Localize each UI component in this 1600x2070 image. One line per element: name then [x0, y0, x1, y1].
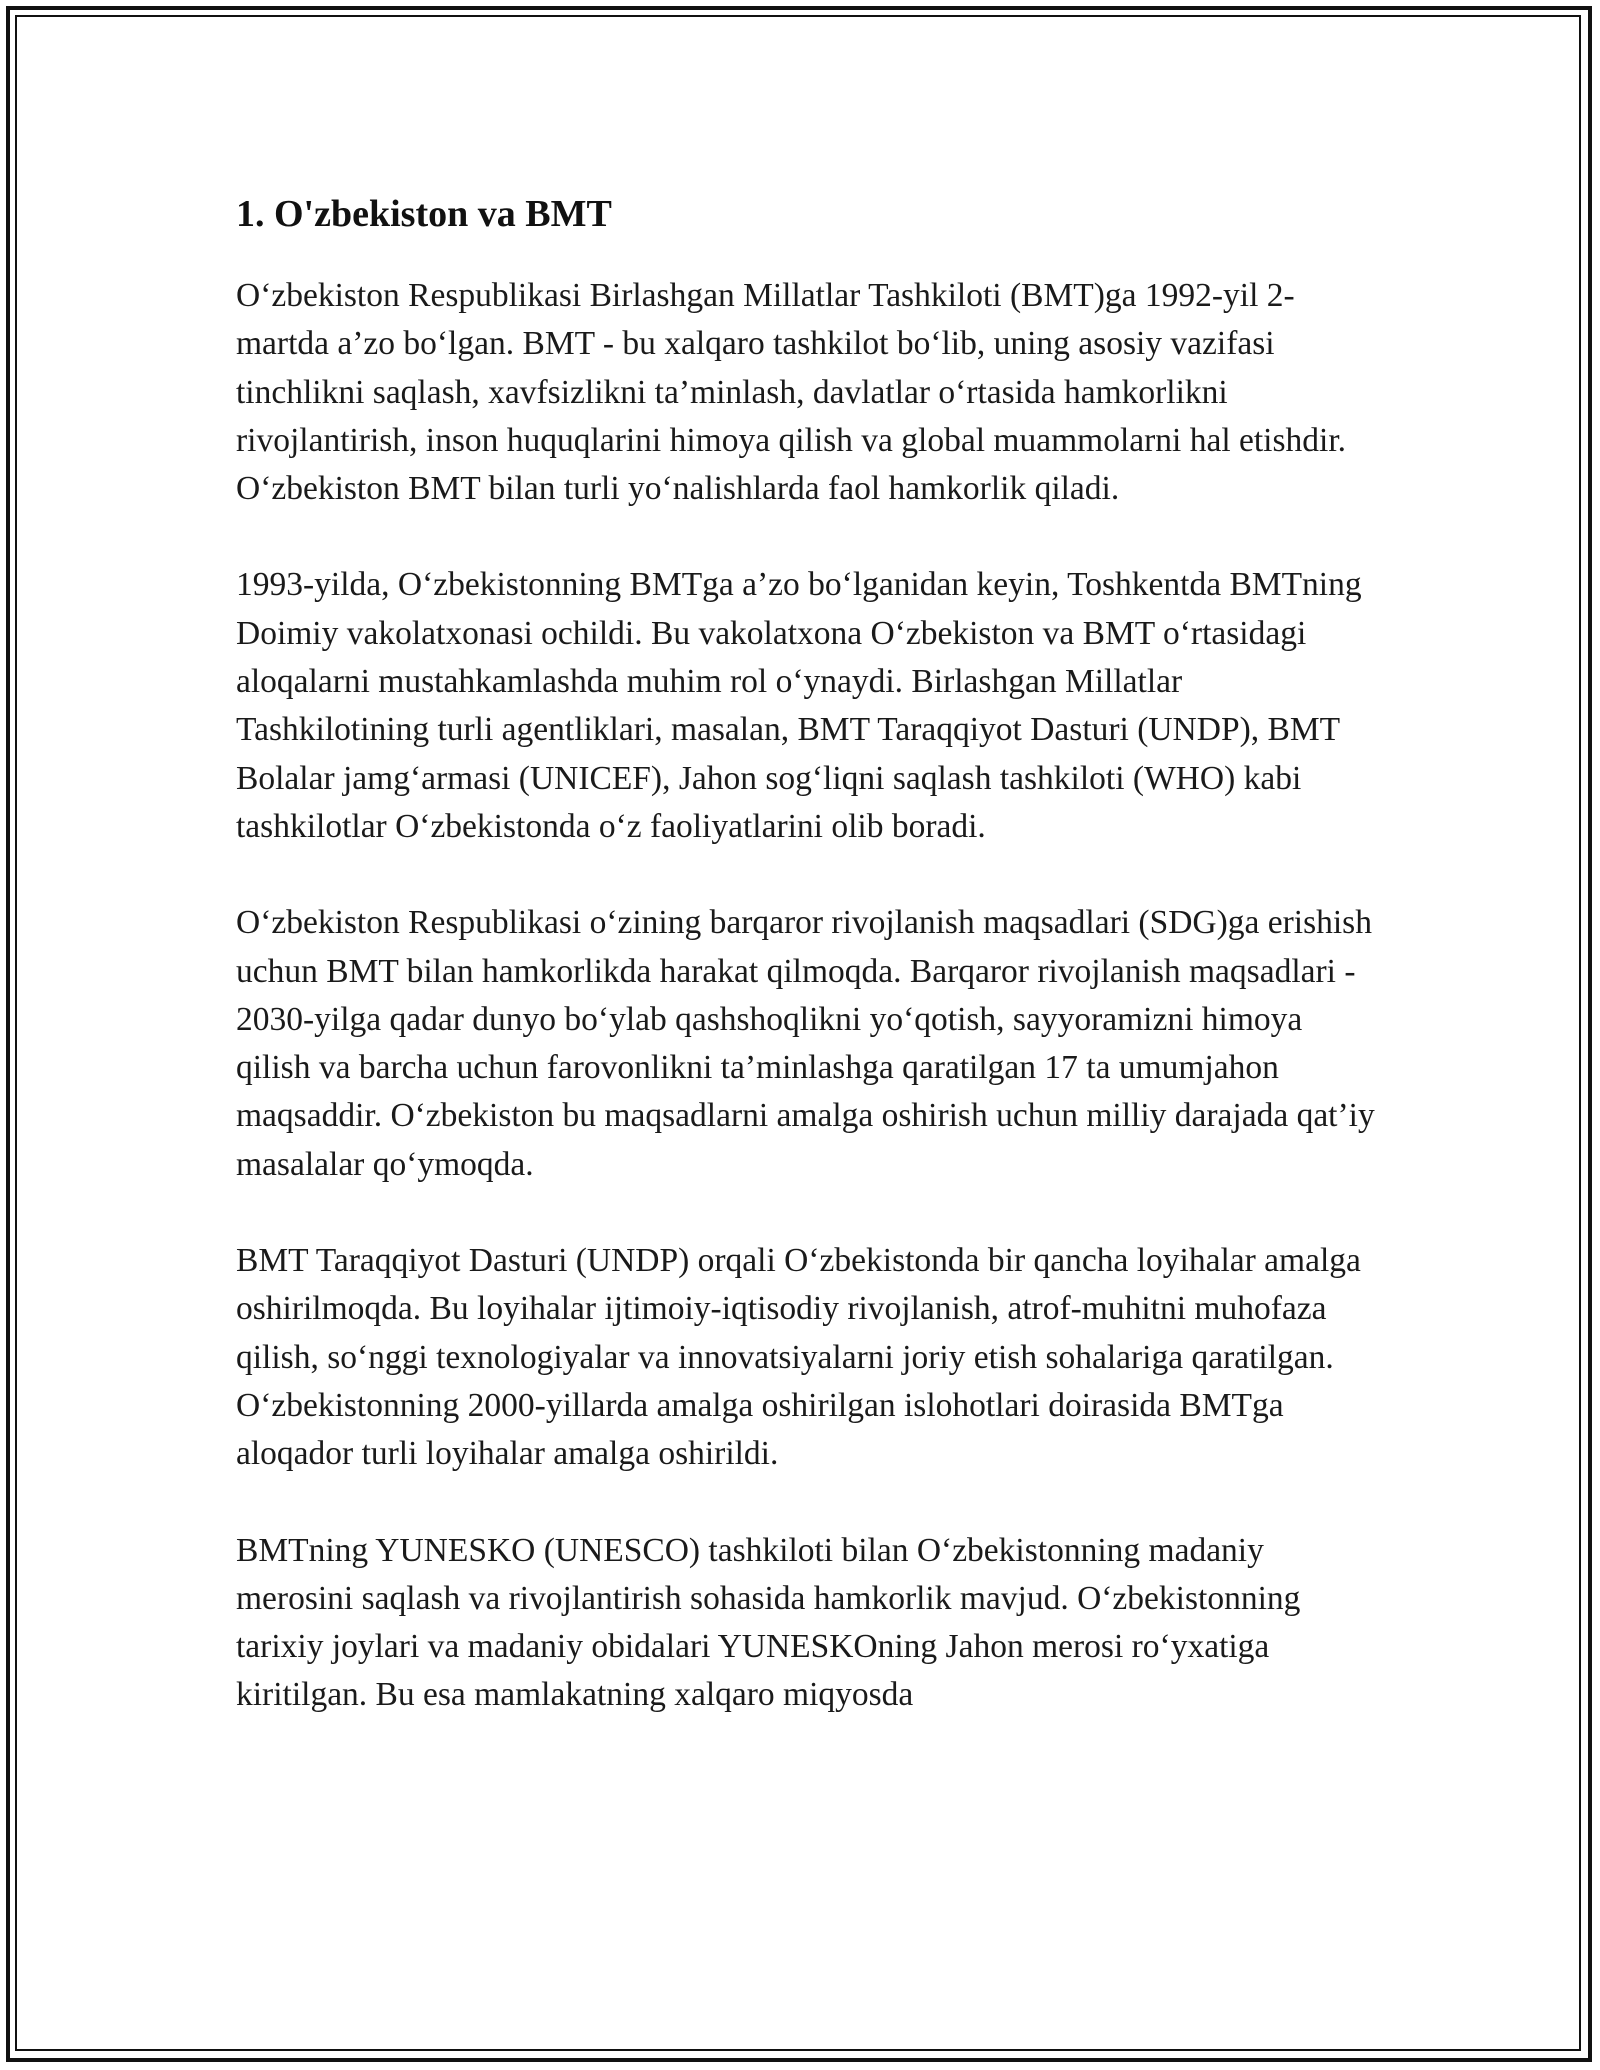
document-body [236, 186, 1376, 1768]
paragraph-3: O‘zbekiston Respublikasi o‘zining barqaror rivojlanish maqsadlari (SDG)ga erishish uchun BMT bilan hamkorlikda harakat qilmoqda. Barqaror rivojlanish maqsadlari - 2030-yilga qadar dunyo bo‘ylab qashshoqlikni yo‘qotish, sayyoramizni himoya qilish va barcha uchun farovonlikni ta’minlashga qaratilgan 17 ta umumjahon maqsaddir. O‘zbekiston bu maqsadlarni amalga oshirish uchun milliy darajada qat’iy masalalar qo‘ymoqda. [236, 904, 1375, 1183]
section-heading: 1. O'zbekiston va BMT [236, 193, 612, 235]
paragraph-1: O‘zbekiston Respublikasi Birlashgan Millatlar Tashkiloti (BMT)ga 1992-yil 2-martda a’zo bo‘lgan. BMT - bu xalqaro tashkilot bo‘lib, uning asosiy vazifasi tinchlikni saqlash, xavfsizlikni ta’minlash, davlatlar o‘rtasida hamkorlikni rivojlantirish, inson huquqlarini himoya qilish va global muammolarni hal etishdir. O‘zbekiston BMT bilan turli yo‘nalishlarda faol hamkorlik qiladi. [236, 277, 1347, 508]
paragraph-2: 1993-yilda, O‘zbekistonning BMTga a’zo bo‘lganidan keyin, Toshkentda BMTning Doimiy vakolatxonasi ochildi. Bu vakolatxona O‘zbekiston va BMT o‘rtasidagi aloqalarni mustahkamlashda muhim rol o‘ynaydi. Birlashgan Millatlar Tashkilotining turli agentliklari, masalan, BMT Taraqqiyot Dasturi (UNDP), BMT Bolalar jamg‘armasi (UNICEF), Jahon sog‘liqni saqlash tashkiloti (WHO) kabi tashkilotlar O‘zbekistonda o‘z faoliyatlarini olib boradi. [236, 566, 1362, 845]
paragraph-5: BMTning YUNESKO (UNESCO) tashkiloti bilan O‘zbekistonning madaniy merosini saqlash va rivojlantirish sohasida hamkorlik mavjud. O‘zbekistonning tarixiy joylari va madaniy obidalari YUNESKOning Jahon merosi ro‘yxatiga kiritilgan. Bu esa mamlakatning xalqaro miqyosda [236, 1531, 1301, 1714]
paragraph-4: BMT Taraqqiyot Dasturi (UNDP) orqali O‘zbekistonda bir qancha loyihalar amalga oshirilmoqda. Bu loyihalar ijtimoiy-iqtisodiy rivojlanish, atrof-muhitni muhofaza qilish, so‘nggi texnologiyalar va innovatsiyalarni joriy etish sohalariga qaratilgan. O‘zbekistonning 2000-yillarda amalga oshirilgan islohotlari doirasida BMTga aloqador turli loyihalar amalga oshirildi. [236, 1242, 1361, 1473]
